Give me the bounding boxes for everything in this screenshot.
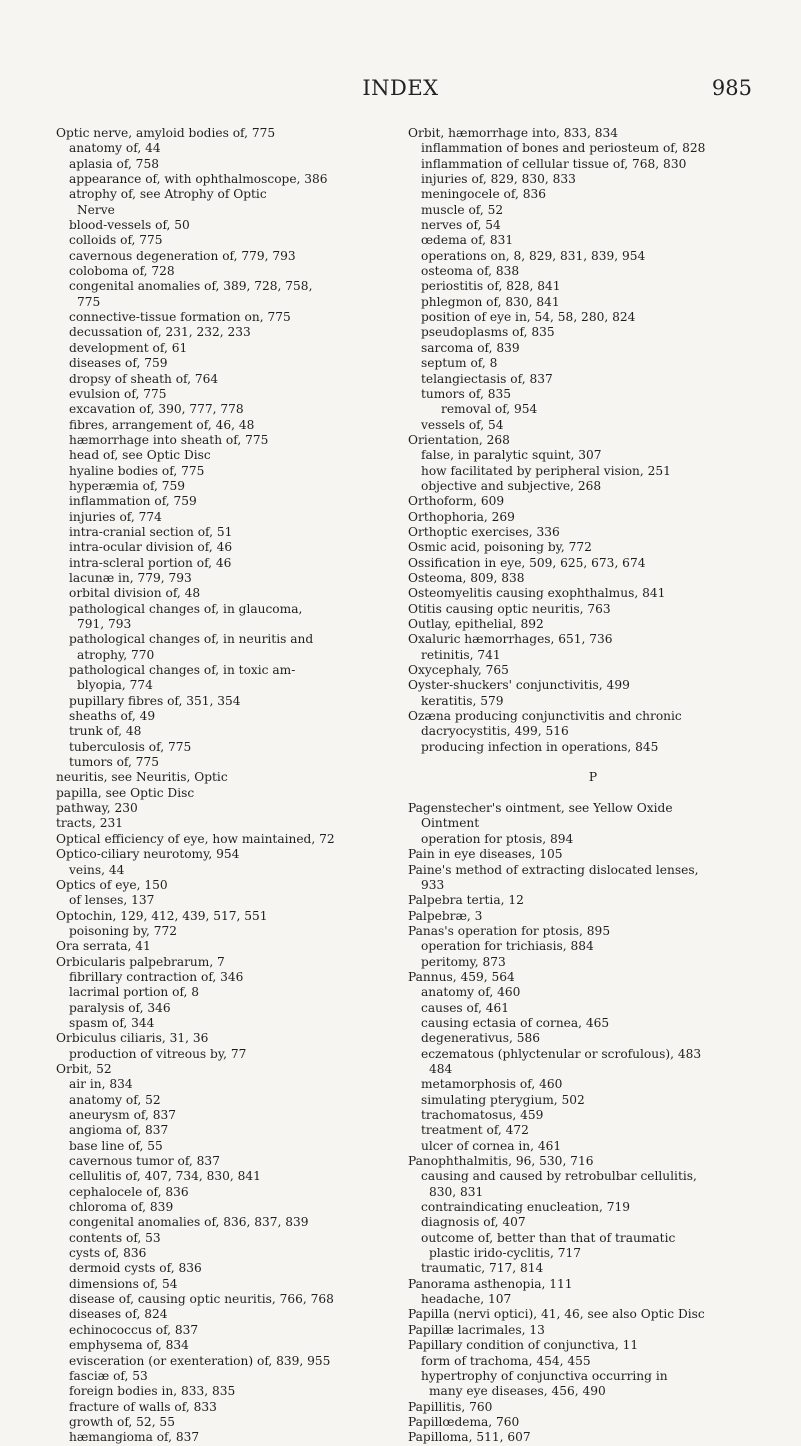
index-subentry: removal of, 954 — [441, 402, 538, 417]
index-subentry: injuries of, 829, 830, 833 — [421, 172, 576, 187]
index-subentry: operation for trichiasis, 884 — [421, 939, 594, 954]
index-subentry: telangiectasis of, 837 — [421, 371, 553, 386]
index-entry: Orbiculus ciliaris, 31, 36 — [56, 1031, 209, 1046]
index-subentry: causes of, 461 — [421, 1000, 509, 1015]
index-subentry: outcome of, better than that of traumatic — [421, 1230, 676, 1245]
index-entry: Papillæ lacrimales, 13 — [408, 1322, 545, 1337]
index-subentry: false, in paralytic squint, 307 — [421, 448, 602, 463]
index-column-right — [408, 126, 778, 1446]
index-subentry: diseases of, 824 — [69, 1307, 168, 1322]
page-number: 985 — [711, 76, 752, 100]
index-subentry: 791, 793 — [77, 617, 132, 631]
index-entry: papilla, see Optic Disc — [56, 785, 195, 800]
index-subentry: atrophy, 770 — [77, 647, 155, 662]
index-subentry: colloids of, 775 — [69, 233, 163, 248]
index-column-left — [56, 126, 424, 1446]
index-subentry: headache, 107 — [421, 1292, 512, 1307]
index-subentry: cellulitis of, 407, 734, 830, 841 — [69, 1169, 261, 1184]
index-subentry: growth of, 52, 55 — [69, 1414, 175, 1429]
index-subentry: foreign bodies in, 833, 835 — [69, 1384, 236, 1399]
index-subentry: œdema of, 831 — [421, 233, 514, 248]
index-subentry: simulating pterygium, 502 — [421, 1092, 585, 1107]
index-entry: Papillary condition of conjunctiva, 11 — [408, 1338, 639, 1353]
index-entry: Optical efficiency of eye, how maintained, 72 — [56, 831, 335, 846]
index-subentry: dropsy of sheath of, 764 — [69, 371, 219, 386]
index-subentry: 775 — [77, 294, 101, 309]
index-subentry: dacryocystitis, 499, 516 — [421, 724, 569, 739]
index-subentry: vessels of, 54 — [421, 417, 504, 432]
section-spacer — [408, 786, 778, 801]
index-entry: Ora serrata, 41 — [56, 939, 151, 954]
index-subentry: metamorphosis of, 460 — [421, 1077, 563, 1092]
index-entry: Optic nerve, amyloid bodies of, 775 — [56, 126, 276, 140]
index-entry: Osteomyelitis causing exophthalmus, 841 — [408, 586, 666, 601]
index-subentry: connective-tissue formation on, 775 — [69, 310, 291, 325]
index-subentry: keratitis, 579 — [421, 693, 504, 708]
index-subentry: osteoma of, 838 — [421, 264, 520, 279]
index-subentry: orbital division of, 48 — [69, 586, 201, 601]
index-subentry: disease of, causing optic neuritis, 766, 768 — [69, 1292, 334, 1307]
index-subentry: muscle of, 52 — [421, 202, 504, 217]
index-entry: Palpebra tertia, 12 — [408, 893, 524, 908]
index-subentry: pathological changes of, in neuritis and — [69, 632, 314, 647]
index-subentry: appearance of, with ophthalmoscope, 386 — [69, 172, 328, 187]
index-subentry: fibres, arrangement of, 46, 48 — [69, 417, 255, 432]
index-subentry: decussation of, 231, 232, 233 — [69, 325, 251, 340]
index-subentry: atrophy of, see Atrophy of Optic — [69, 187, 267, 202]
index-subentry: 830, 831 — [429, 1184, 484, 1199]
index-subentry: traumatic, 717, 814 — [421, 1261, 544, 1276]
index-entry: Orientation, 268 — [408, 432, 510, 447]
index-entry: Paine's method of extracting dislocated lenses, — [408, 862, 699, 877]
index-entry: Orthoptic exercises, 336 — [408, 524, 560, 539]
index-entry: Osteoma, 809, 838 — [408, 570, 525, 585]
index-entry: Ozæna producing conjunctivitis and chronic — [408, 709, 682, 724]
index-entry: Oyster-shuckers' conjunctivitis, 499 — [408, 678, 630, 693]
section-letter-heading: P — [588, 770, 598, 785]
index-subentry: causing ectasia of cornea, 465 — [421, 1015, 610, 1030]
index-subentry: evulsion of, 775 — [69, 386, 167, 401]
index-subentry: contraindicating enucleation, 719 — [421, 1200, 630, 1215]
index-subentry: Ointment — [421, 816, 480, 831]
index-subentry: intra-scleral portion of, 46 — [69, 555, 232, 570]
index-entry: Optochin, 129, 412, 439, 517, 551 — [56, 908, 268, 923]
index-subentry: chloroma of, 839 — [69, 1200, 174, 1215]
index-subentry: lacrimal portion of, 8 — [69, 985, 200, 1000]
index-subentry: plastic irido-cyclitis, 717 — [429, 1246, 581, 1261]
index-subentry: producing infection in operations, 845 — [421, 739, 659, 754]
index-subentry: anatomy of, 44 — [69, 141, 161, 156]
index-subentry: intra-ocular division of, 46 — [69, 540, 233, 555]
index-subentry: cysts of, 836 — [69, 1246, 147, 1261]
index-entry: Osmic acid, poisoning by, 772 — [408, 540, 592, 555]
index-entry: Pain in eye diseases, 105 — [408, 847, 563, 862]
index-subentry: phlegmon of, 830, 841 — [421, 294, 560, 309]
index-subentry: treatment of, 472 — [421, 1123, 529, 1138]
index-entry: tracts, 231 — [56, 816, 123, 831]
index-subentry: inflammation of cellular tissue of, 768, 830 — [421, 156, 687, 171]
index-subentry: angioma of, 837 — [69, 1123, 169, 1138]
index-entry: Orbit, hæmorrhage into, 833, 834 — [408, 126, 619, 140]
index-subentry: dimensions of, 54 — [69, 1276, 178, 1291]
index-subentry: meningocele of, 836 — [421, 187, 546, 202]
index-subentry: objective and subjective, 268 — [421, 478, 602, 493]
index-entry: Panorama asthenopia, 111 — [408, 1276, 573, 1291]
index-entry: Papillitis, 760 — [408, 1399, 493, 1414]
index-subentry: diagnosis of, 407 — [421, 1215, 526, 1230]
index-subentry: pathological changes of, in glaucoma, — [69, 601, 303, 616]
index-subentry: tumors of, 775 — [69, 755, 160, 770]
index-subentry: evisceration (or exenteration) of, 839, 955 — [69, 1353, 331, 1368]
index-subentry: diseases of, 759 — [69, 356, 168, 371]
index-entry: Orthoform, 609 — [408, 494, 505, 509]
index-subentry: excavation of, 390, 777, 778 — [69, 402, 244, 417]
index-subentry: injuries of, 774 — [69, 509, 162, 524]
index-entry: Papilloma, 511, 607 — [408, 1430, 531, 1445]
index-subentry: pathological changes of, in toxic am- — [69, 663, 296, 678]
index-subentry: many eye diseases, 456, 490 — [429, 1384, 606, 1399]
index-subentry: hypertrophy of conjunctiva occurring in — [421, 1368, 668, 1383]
index-subentry: aplasia of, 758 — [69, 156, 159, 171]
index-subentry: degenerativus, 586 — [421, 1031, 540, 1046]
index-subentry: tuberculosis of, 775 — [69, 739, 192, 754]
index-subentry: development of, 61 — [69, 340, 188, 355]
index-subentry: 933 — [421, 877, 445, 892]
index-subentry: inflammation of bones and periosteum of, 828 — [421, 141, 706, 156]
index-subentry: retinitis, 741 — [421, 647, 501, 662]
index-subentry: operation for ptosis, 894 — [421, 831, 574, 846]
index-subentry: cephalocele of, 836 — [69, 1184, 189, 1199]
index-entry: Oxaluric hæmorrhages, 651, 736 — [408, 632, 613, 647]
index-subentry: tumors of, 835 — [421, 386, 512, 401]
index-entry: Palpebræ, 3 — [408, 908, 483, 923]
index-subentry: eczematous (phlyctenular or scrofulous), 483 — [421, 1046, 702, 1061]
index-subentry: echinococcus of, 837 — [69, 1322, 199, 1337]
index-entry: Optico-ciliary neurotomy, 954 — [56, 847, 240, 862]
index-entry: Oxycephaly, 765 — [408, 663, 509, 678]
index-subentry: aneurysm of, 837 — [69, 1108, 176, 1122]
index-entry: Orbicularis palpebrarum, 7 — [56, 954, 225, 969]
index-subentry: Nerve — [77, 202, 115, 217]
index-subentry: ulcer of cornea in, 461 — [421, 1138, 562, 1153]
index-subentry: anatomy of, 460 — [421, 985, 521, 1000]
index-subentry: trachomatosus, 459 — [421, 1108, 544, 1122]
index-subentry: blyopia, 774 — [77, 678, 153, 693]
index-subentry: peritomy, 873 — [421, 954, 506, 969]
index-entry: Pagenstecher's ointment, see Yellow Oxide — [408, 801, 673, 816]
index-subentry: head of, see Optic Disc — [69, 448, 211, 463]
index-subentry: coloboma of, 728 — [69, 264, 175, 279]
index-subentry: anatomy of, 52 — [69, 1092, 161, 1107]
index-subentry: causing and caused by retrobulbar cellulitis, — [421, 1169, 697, 1184]
index-entry: Papilla (nervi optici), 41, 46, see also Optic Disc — [408, 1307, 705, 1322]
index-entry: Panas's operation for ptosis, 895 — [408, 923, 611, 938]
index-entry: Ossification in eye, 509, 625, 673, 674 — [408, 555, 646, 570]
index-subentry: how facilitated by peripheral vision, 251 — [421, 463, 671, 478]
index-subentry: form of trachoma, 454, 455 — [421, 1353, 591, 1368]
index-subentry: hæmangioma of, 837 — [69, 1430, 200, 1445]
index-subentry: spasm of, 344 — [69, 1015, 155, 1030]
index-subentry: 484 — [429, 1061, 453, 1076]
index-subentry: pseudoplasms of, 835 — [421, 325, 555, 340]
index-subentry: hyaline bodies of, 775 — [69, 463, 205, 478]
index-subentry: hæmorrhage into sheath of, 775 — [69, 432, 269, 447]
index-subentry: cavernous degeneration of, 779, 793 — [69, 248, 296, 263]
index-subentry: fracture of walls of, 833 — [69, 1399, 217, 1414]
index-subentry: poisoning by, 772 — [69, 923, 177, 938]
index-subentry: operations on, 8, 829, 831, 839, 954 — [421, 248, 646, 263]
index-subentry: blood-vessels of, 50 — [69, 218, 190, 233]
index-subentry: septum of, 8 — [421, 356, 498, 371]
index-subentry: production of vitreous by, 77 — [69, 1046, 247, 1061]
index-subentry: periostitis of, 828, 841 — [421, 279, 561, 294]
index-entry: Orbit, 52 — [56, 1061, 112, 1076]
index-subentry: base line of, 55 — [69, 1138, 163, 1153]
index-subentry: trunk of, 48 — [69, 724, 142, 739]
index-subentry: air in, 834 — [69, 1077, 133, 1092]
index-subentry: hyperæmia of, 759 — [69, 478, 186, 493]
index-subentry: veins, 44 — [69, 862, 125, 877]
index-subentry: intra-cranial section of, 51 — [69, 524, 233, 539]
index-subentry: sarcoma of, 839 — [421, 340, 520, 355]
index-entry: Panophthalmitis, 96, 530, 716 — [408, 1154, 594, 1169]
index-entry: neuritis, see Neuritis, Optic — [56, 770, 228, 785]
index-subentry: pupillary fibres of, 351, 354 — [69, 693, 241, 708]
index-subentry: contents of, 53 — [69, 1230, 161, 1245]
index-subentry: inflammation of, 759 — [69, 494, 197, 509]
index-subentry: of lenses, 137 — [69, 893, 155, 908]
index-subentry: fibrillary contraction of, 346 — [69, 969, 244, 984]
index-subentry: sheaths of, 49 — [69, 709, 156, 724]
index-subentry: position of eye in, 54, 58, 280, 824 — [421, 310, 636, 325]
index-entry: Otitis causing optic neuritis, 763 — [408, 601, 611, 616]
index-entry: Papillœdema, 760 — [408, 1414, 520, 1429]
index-subentry: congenital anomalies of, 389, 728, 758, — [69, 279, 313, 294]
index-subentry: dermoid cysts of, 836 — [69, 1261, 202, 1276]
index-entry: Orthophoria, 269 — [408, 509, 515, 524]
index-entry: Pannus, 459, 564 — [408, 969, 515, 984]
index-entry: Optics of eye, 150 — [56, 877, 168, 892]
index-subentry: congenital anomalies of, 836, 837, 839 — [69, 1215, 309, 1230]
index-entry: Outlay, epithelial, 892 — [408, 617, 544, 631]
index-subentry: nerves of, 54 — [421, 218, 501, 233]
index-subentry: fasciæ of, 53 — [69, 1368, 148, 1383]
running-header-title: INDEX — [362, 76, 439, 100]
index-subentry: emphysema of, 834 — [69, 1338, 189, 1353]
index-subentry: cavernous tumor of, 837 — [69, 1154, 220, 1169]
index-entry: pathway, 230 — [56, 801, 138, 816]
section-spacer — [408, 755, 778, 770]
index-subentry: lacunæ in, 779, 793 — [69, 570, 192, 585]
index-subentry: paralysis of, 346 — [69, 1000, 171, 1015]
